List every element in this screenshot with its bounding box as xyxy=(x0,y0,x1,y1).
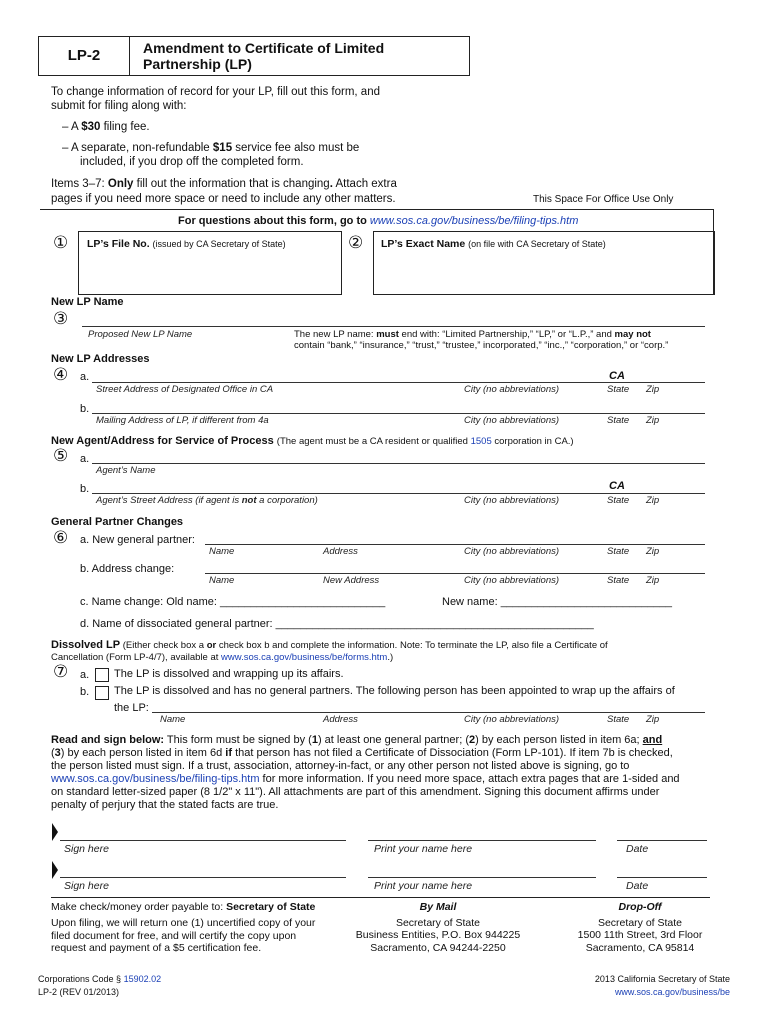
city-label: City (no abbreviations) xyxy=(464,415,560,426)
form-id: LP-2 xyxy=(39,37,130,75)
item-4-number: ④ xyxy=(53,365,69,385)
new-address-label: New Address xyxy=(323,575,380,586)
copy-info: Upon filing, we will return one (1) uncertified copy of your filed document for free, and will certify the copy upon request and payment of a $5 certification fee. xyxy=(51,917,316,954)
new-addresses-heading: New LP Addresses xyxy=(51,353,150,365)
proposed-name-field[interactable] xyxy=(82,326,705,327)
signature-field-2[interactable] xyxy=(60,877,346,878)
fee-bullet-2: – A separate, non-refundable $15 service fee also must be included, if you drop off the completed form. xyxy=(62,142,360,168)
office-use-label: This Space For Office Use Only xyxy=(533,194,674,205)
sign-here-arrow-2 xyxy=(52,861,58,879)
zip-label: Zip xyxy=(646,415,660,426)
name-label: Name xyxy=(209,575,235,586)
name-requirements-note: The new LP name: must end with: “Limited Partnership,” “LP,” or “L.P.,” and may not contain “bank,” “insurance,” “trust,” “trustee,” incorporated,” “inc.,” “corporation,” or “corp.” xyxy=(294,329,669,351)
agent-address-field[interactable] xyxy=(92,493,705,494)
date-field-2[interactable] xyxy=(617,877,707,878)
state-label: State xyxy=(607,546,630,557)
agent-name-field[interactable] xyxy=(92,463,705,464)
proposed-name-label: Proposed New LP Name xyxy=(88,329,193,340)
state-label: State xyxy=(607,714,630,725)
filing-tips-link[interactable]: www.sos.ca.gov/business/be/filing-tips.htm xyxy=(369,215,579,227)
state-label: State xyxy=(607,495,630,506)
read-and-sign-heading: Read and sign below: xyxy=(51,734,165,746)
payable-line: Make check/money order payable to: Secretary of State xyxy=(51,901,316,913)
print-name-label-1: Print your name here xyxy=(374,843,473,855)
filing-tips-link-2[interactable]: www.sos.ca.gov/business/be/filing-tips.htm xyxy=(51,773,260,785)
exact-name-label: LP’s Exact Name xyxy=(381,238,466,250)
payment-divider xyxy=(51,897,710,898)
filing-fee: $30 xyxy=(81,121,101,133)
form-title-line1: Amendment to Certificate of Limited xyxy=(143,40,385,56)
dissolved-a-text: The LP is dissolved and wrapping up its affairs. xyxy=(114,668,344,680)
signing-instructions: Read and sign below: This form must be signed by (1) at least one general partner; (2) by each person listed in item 6a; and (3) by each person listed in item 6d if that person has not filed a Certificate of Dissociation (Form LP-101). If item 7b is checked, the person listed must sign. If a trust, association, attorney-in-fact, or any other person not listed above is signing, go to www.sos.ca.gov/business/be/filing-tips.htm for more information. If you need more space, attach extra pages that are 1-sided and on standard letter-sized paper (8 1/2" x 11"). All attachments are part of this amendment. Signing this document affirms under penalty of perjury that the stated facts are true. xyxy=(51,734,680,811)
address-change-field[interactable] xyxy=(205,573,705,574)
signature-field-1[interactable] xyxy=(60,840,346,841)
dissolved-wrapping-up-checkbox[interactable] xyxy=(95,668,109,682)
by-mail-heading: By Mail xyxy=(419,901,457,913)
intro-line1: To change information of record for your LP, fill out this form, and xyxy=(51,86,380,98)
zip-label: Zip xyxy=(646,384,660,395)
item-6-number: ⑥ xyxy=(53,528,69,548)
file-number-box[interactable]: LP’s File No. (issued by CA Secretary of State) xyxy=(78,231,342,295)
partner-changes-heading: General Partner Changes xyxy=(51,516,184,528)
drop-off-block: Drop-Off Secretary of State 1500 11th Street, 3rd Floor Sacramento, CA 95814 xyxy=(555,901,725,954)
item-4b-letter: b. xyxy=(80,403,90,415)
zip-label: Zip xyxy=(646,575,660,586)
intro-line2: submit for filing along with: xyxy=(51,100,187,112)
city-label: City (no abbreviations) xyxy=(464,546,560,557)
address-label: Address xyxy=(323,546,358,557)
print-name-field-2[interactable] xyxy=(368,877,596,878)
mailing-address-field[interactable] xyxy=(92,413,705,414)
wrap-up-person-field[interactable] xyxy=(152,712,705,713)
item-7b-letter: b. xyxy=(80,686,90,698)
items-instructions: Items 3–7: Only fill out the information that is changing. Attach extra pages if you need more space or need to include any other matters. xyxy=(51,178,397,205)
exact-name-box[interactable]: LP’s Exact Name (on file with CA Secretary of State) xyxy=(373,231,715,295)
item-2-number: ② xyxy=(348,233,364,253)
address-label: Address xyxy=(323,714,358,725)
item-4a-letter: a. xyxy=(80,371,90,383)
new-lp-name-heading: New LP Name xyxy=(51,296,124,308)
revision-label: LP-2 (REV 01/2013) xyxy=(38,987,120,997)
city-label: City (no abbreviations) xyxy=(464,384,560,395)
designated-office-field[interactable] xyxy=(92,382,705,383)
dissolved-b-line2: the LP: xyxy=(114,702,149,714)
date-label-2: Date xyxy=(626,880,649,892)
item-5a-letter: a. xyxy=(80,453,90,465)
zip-label: Zip xyxy=(646,495,660,506)
print-name-field-1[interactable] xyxy=(368,840,596,841)
item-7a-letter: a. xyxy=(80,669,90,681)
sign-here-label-2: Sign here xyxy=(64,880,109,892)
item-3-number: ③ xyxy=(53,309,69,329)
zip-label: Zip xyxy=(646,714,660,725)
dissolved-no-partners-checkbox[interactable] xyxy=(95,686,109,700)
agent-heading: New Agent/Address for Service of Process xyxy=(51,435,274,447)
1505-link[interactable]: 1505 xyxy=(470,436,492,447)
corporations-code: Corporations Code § 15902.02 xyxy=(38,974,162,984)
item-5b-letter: b. xyxy=(80,483,90,495)
name-change-old-field[interactable]: c. Name change: Old name: ___________________________ xyxy=(80,596,386,608)
new-partner-field[interactable] xyxy=(205,544,705,545)
dissociated-partner-field[interactable]: d. Name of dissociated general partner: ____________________________________________________ xyxy=(80,618,594,630)
name-label: Name xyxy=(160,714,186,725)
file-number-label: LP’s File No. xyxy=(87,238,150,250)
name-label: Name xyxy=(209,546,235,557)
city-label: City (no abbreviations) xyxy=(464,714,560,725)
city-label: City (no abbreviations) xyxy=(464,495,560,506)
forms-link[interactable]: www.sos.ca.gov/business/be/forms.htm xyxy=(221,652,388,663)
drop-off-heading: Drop-Off xyxy=(618,901,662,913)
dissolved-b-text: The LP is dissolved and has no general partners. The following person has been appointed to wrap up the affairs of xyxy=(114,685,675,697)
4a-state-value: CA xyxy=(609,370,625,382)
office-use-box-border xyxy=(40,209,713,210)
state-label: State xyxy=(607,384,630,395)
new-partner-label: a. New general partner: xyxy=(80,534,195,546)
address-change-label: b. Address change: xyxy=(80,563,175,575)
service-fee: $15 xyxy=(212,142,233,154)
dissolved-heading: Dissolved LP xyxy=(51,639,121,651)
item-1-number: ① xyxy=(53,233,69,253)
item-7-number: ⑦ xyxy=(53,662,69,682)
date-field-1[interactable] xyxy=(617,840,707,841)
item-5-number: ⑤ xyxy=(53,446,69,466)
form-title xyxy=(143,40,384,72)
mailing-address-label: Mailing Address of LP, if different from 4a xyxy=(96,415,269,426)
questions-line: For questions about this form, go to www.sos.ca.gov/business/be/filing-tips.htm xyxy=(178,215,579,227)
dissolved-instructions: Dissolved LP (Either check box a or check box b and complete the information. Note: To terminate the LP, also file a Certificate of Cancellation (Form LP-4/7), available at www.sos.ca.gov/business/be/forms.htm.) xyxy=(51,639,608,663)
by-mail-block: By Mail Secretary of State Business Entities, P.O. Box 944225 Sacramento, CA 94244-2250 xyxy=(338,901,538,954)
state-label: State xyxy=(607,415,630,426)
agent-address-label: Agent’s Street Address (if agent is not a corporation) xyxy=(96,495,318,506)
agent-heading-line: New Agent/Address for Service of Process (The agent must be a CA resident or qualified 1505 corporation in CA.) xyxy=(51,435,574,447)
name-change-new-field[interactable]: New name: ____________________________ xyxy=(442,596,672,608)
form-header xyxy=(38,36,470,76)
date-label-1: Date xyxy=(626,843,649,855)
copyright: 2013 California Secretary of State xyxy=(594,974,730,984)
code-section-link[interactable]: 15902.02 xyxy=(123,974,162,984)
5b-state-value: CA xyxy=(609,480,625,492)
state-label: State xyxy=(607,575,630,586)
form-title-line2: Partnership (LP) xyxy=(143,56,252,72)
sign-here-label-1: Sign here xyxy=(64,843,109,855)
zip-label: Zip xyxy=(646,546,660,557)
business-site-link[interactable]: www.sos.ca.gov/business/be xyxy=(614,987,730,997)
print-name-label-2: Print your name here xyxy=(374,880,473,892)
intro-text xyxy=(51,85,448,113)
city-label: City (no abbreviations) xyxy=(464,575,560,586)
fee-bullet-1: – A $30 filing fee. xyxy=(62,121,150,133)
sign-here-arrow-1 xyxy=(52,823,58,841)
agent-name-label: Agent’s Name xyxy=(96,465,156,476)
designated-office-label: Street Address of Designated Office in CA xyxy=(96,384,274,395)
